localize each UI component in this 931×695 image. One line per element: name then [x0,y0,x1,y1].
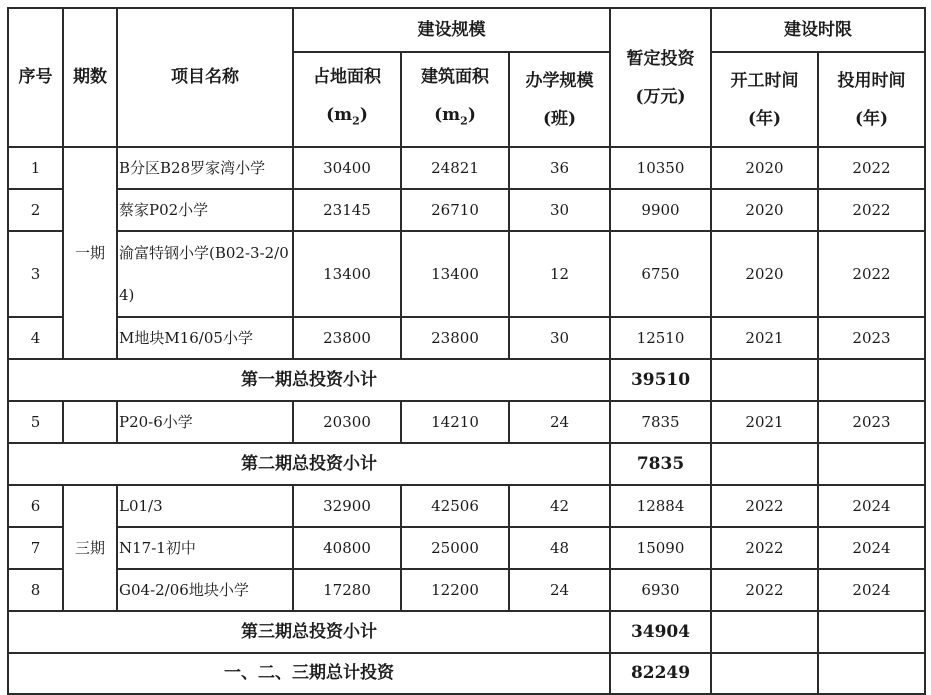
cell-index: 7 [8,527,63,569]
header-investment-unit: (万元) [635,86,686,107]
total-value: 82249 [610,653,711,694]
table-row [8,189,925,231]
cell-build: 13400 [401,231,509,317]
empty-cell [818,653,925,694]
cell-name: N17-1初中 [117,527,293,569]
cell-index: 6 [8,485,63,527]
subtotal-label-1: 第一期总投资小计 [8,359,610,401]
header-name: 项目名称 [117,8,293,147]
header-scale-group: 建设规模 [293,8,610,52]
table-row [8,527,925,569]
subtotal-label-3: 第三期总投资小计 [8,611,610,653]
cell-land: 23145 [293,189,401,231]
header-row-1 [8,8,925,52]
cell-classes: 30 [509,317,610,359]
cell-name: P20-6小学 [117,401,293,443]
header-period-group: 建设时限 [711,8,925,52]
header-build-area-unit: $(m_2)$ [434,105,476,128]
subtotal-label-2: 第二期总投资小计 [8,443,610,485]
cell-build: 12200 [401,569,509,611]
empty-cell [711,359,818,401]
header-classes-label: 办学规模 [525,70,594,91]
cell-start: 2022 [711,569,818,611]
cell-classes: 12 [509,231,610,317]
cell-name: 蔡家P02小学 [117,189,293,231]
total-row [8,653,925,694]
cell-name: 渝富特钢小学(B02-3-2/04) [117,231,293,317]
cell-finish: 2024 [818,527,925,569]
cell-invest: 10350 [610,147,711,189]
cell-invest: 7835 [610,401,711,443]
cell-finish: 2024 [818,485,925,527]
cell-name: G04-2/06地块小学 [117,569,293,611]
cell-build: 26710 [401,189,509,231]
subtotal-value-2: 7835 [610,443,711,485]
header-land-area-label: 占地面积 [313,67,381,88]
cell-invest: 15090 [610,527,711,569]
header-land-area-unit: $(m_2)$ [326,105,368,128]
cell-build: 25000 [401,527,509,569]
table-row [8,231,925,317]
cell-finish: 2024 [818,569,925,611]
cell-land: 30400 [293,147,401,189]
cell-build: 24821 [401,147,509,189]
header-land-area [293,52,401,147]
cell-land: 23800 [293,317,401,359]
cell-index: 5 [8,401,63,443]
cell-index: 4 [8,317,63,359]
cell-index: 3 [8,231,63,317]
cell-classes: 36 [509,147,610,189]
cell-classes: 24 [509,569,610,611]
cell-invest: 12510 [610,317,711,359]
empty-cell [711,653,818,694]
table-row [8,317,925,359]
cell-land: 32900 [293,485,401,527]
cell-index: 2 [8,189,63,231]
cell-start: 2022 [711,527,818,569]
table-row [8,147,925,189]
subtotal-row-1 [8,359,925,401]
cell-name: M地块M16/05小学 [117,317,293,359]
header-finish [818,52,925,147]
cell-index: 1 [8,147,63,189]
header-index: 序号 [8,8,63,147]
phase-label-3: 三期 [63,485,117,611]
table-row [8,401,925,443]
empty-cell [818,611,925,653]
cell-finish: 2022 [818,189,925,231]
cell-classes: 30 [509,189,610,231]
table-row [8,569,925,611]
header-finish-unit: (年) [854,108,889,129]
header-build-area [401,52,509,147]
header-investment [610,8,711,147]
cell-name: L01/3 [117,485,293,527]
cell-name: B分区B28罗家湾小学 [117,147,293,189]
subtotal-value-1: 39510 [610,359,711,401]
header-finish-label: 投用时间 [837,70,906,91]
header-phase: 期数 [63,8,117,147]
cell-land: 13400 [293,231,401,317]
phase-label-1: 一期 [63,147,117,359]
empty-cell [711,443,818,485]
empty-cell [711,611,818,653]
subtotal-value-3: 34904 [610,611,711,653]
cell-start: 2022 [711,485,818,527]
subtotal-row-3 [8,611,925,653]
cell-classes: 24 [509,401,610,443]
cell-start: 2021 [711,401,818,443]
cell-invest: 9900 [610,189,711,231]
cell-build: 14210 [401,401,509,443]
empty-cell [818,443,925,485]
cell-finish: 2023 [818,401,925,443]
header-start [711,52,818,147]
cell-classes: 48 [509,527,610,569]
subtotal-row-2 [8,443,925,485]
cell-start: 2020 [711,189,818,231]
empty-cell [818,359,925,401]
cell-start: 2020 [711,147,818,189]
cell-invest: 6930 [610,569,711,611]
cell-build: 23800 [401,317,509,359]
header-start-label: 开工时间 [730,70,799,91]
table-row [8,485,925,527]
header-start-unit: (年) [747,108,782,129]
cell-start: 2020 [711,231,818,317]
cell-finish: 2022 [818,147,925,189]
cell-land: 17280 [293,569,401,611]
cell-invest: 12884 [610,485,711,527]
header-build-area-label: 建筑面积 [421,67,489,88]
cell-start: 2021 [711,317,818,359]
investment-table [7,7,926,695]
header-classes [509,52,610,147]
header-classes-unit: (班) [542,108,577,129]
cell-build: 42506 [401,485,509,527]
total-label: 一、二、三期总计投资 [8,653,610,694]
header-investment-label: 暂定投资 [626,48,695,69]
cell-land: 40800 [293,527,401,569]
cell-classes: 42 [509,485,610,527]
cell-invest: 6750 [610,231,711,317]
cell-index: 8 [8,569,63,611]
cell-finish: 2023 [818,317,925,359]
cell-finish: 2022 [818,231,925,317]
cell-land: 20300 [293,401,401,443]
phase-label-2 [63,401,117,443]
